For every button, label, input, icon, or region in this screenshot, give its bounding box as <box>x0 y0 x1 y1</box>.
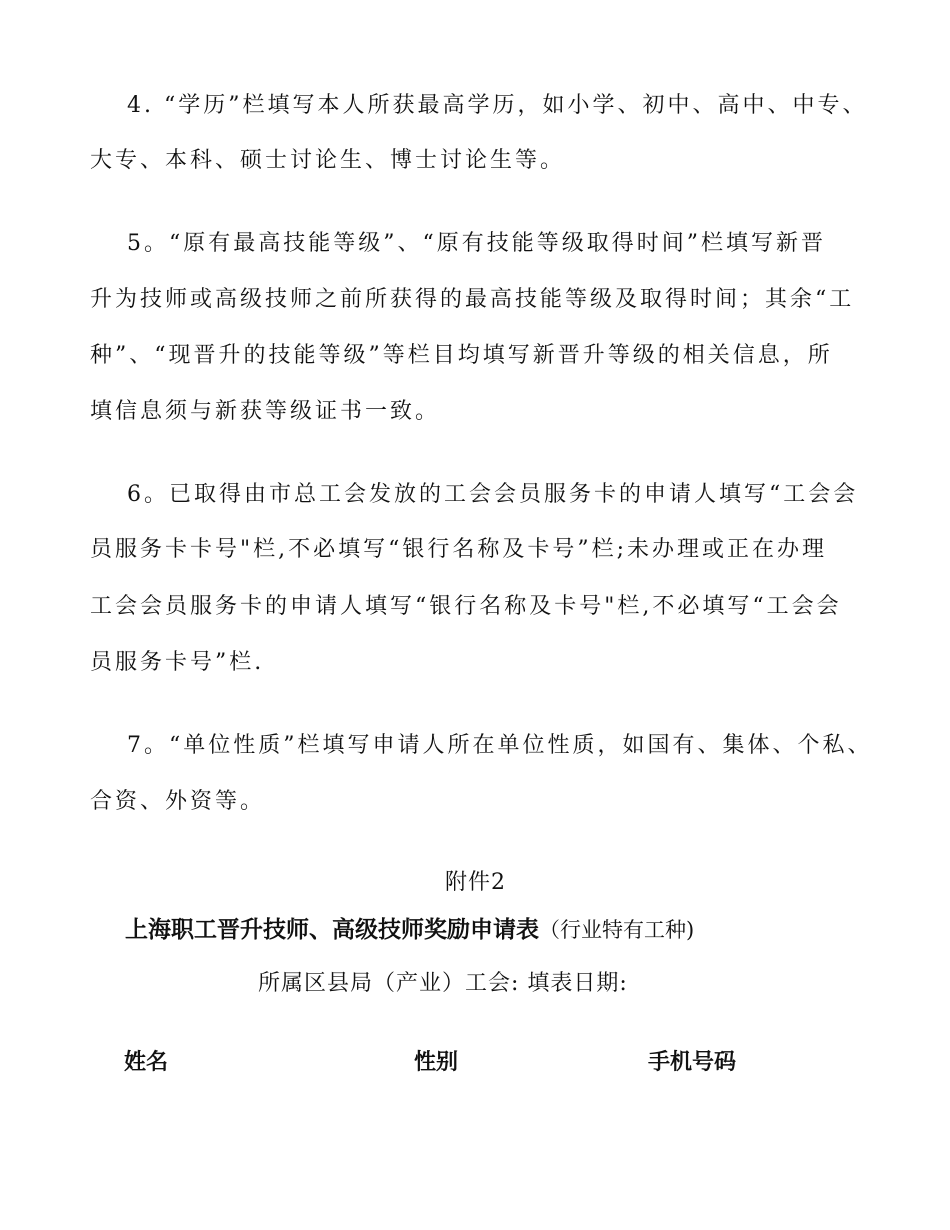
item-5-line-3: 种”、“现晋升的技能等级”等栏目均填写新晋升等级的相关信息，所 <box>90 343 833 368</box>
item-5-line-2: 升为技师或高级技师之前所获得的最高技能等级及取得时间；其余“工 <box>90 287 855 312</box>
item-7-line-1: 7。“单位性质”栏填写申请人所在单位性质，如国有、集体、个私、 <box>127 733 873 758</box>
form-title: 上海职工晋升技师、高级技师奖励申请表 <box>125 917 539 943</box>
item-4-line-1: 4. “学历”栏填写本人所获最高学历，如小学、初中、高中、中专、 <box>127 93 868 118</box>
item-6-line-4: 员服务卡号”栏. <box>90 650 265 675</box>
item-6-line-1: 6。已取得由市总工会发放的工会会员服务卡的申请人填写“工会会 <box>127 482 859 507</box>
attachment-label: 附件2 <box>445 870 506 895</box>
item-6-line-2: 员服务卡卡号"栏,不必填写“银行名称及卡号”栏;未办理或正在办理 <box>90 537 828 562</box>
form-subtitle: （行业特有工种) <box>539 918 695 942</box>
form-title-row <box>125 916 694 944</box>
item-4-line-2: 大专、本科、硕士讨论生、博士讨论生等。 <box>90 148 566 173</box>
item-7-line-2: 合资、外资等。 <box>90 789 266 814</box>
union-date-line: 所属区县局（产业）工会: 填表日期: <box>258 971 628 996</box>
phone-label: 手机号码 <box>648 1050 737 1075</box>
name-label: 姓名 <box>124 1050 169 1075</box>
item-6-line-3: 工会会员服务卡的申请人填写“银行名称及卡号"栏,不必填写“工会会 <box>90 594 842 619</box>
item-5-line-1: 5。“原有最高技能等级”、“原有技能等级取得时间”栏填写新晋 <box>127 231 826 256</box>
gender-label: 性别 <box>414 1050 459 1075</box>
item-5-line-4: 填信息须与新获等级证书一致。 <box>90 399 441 424</box>
